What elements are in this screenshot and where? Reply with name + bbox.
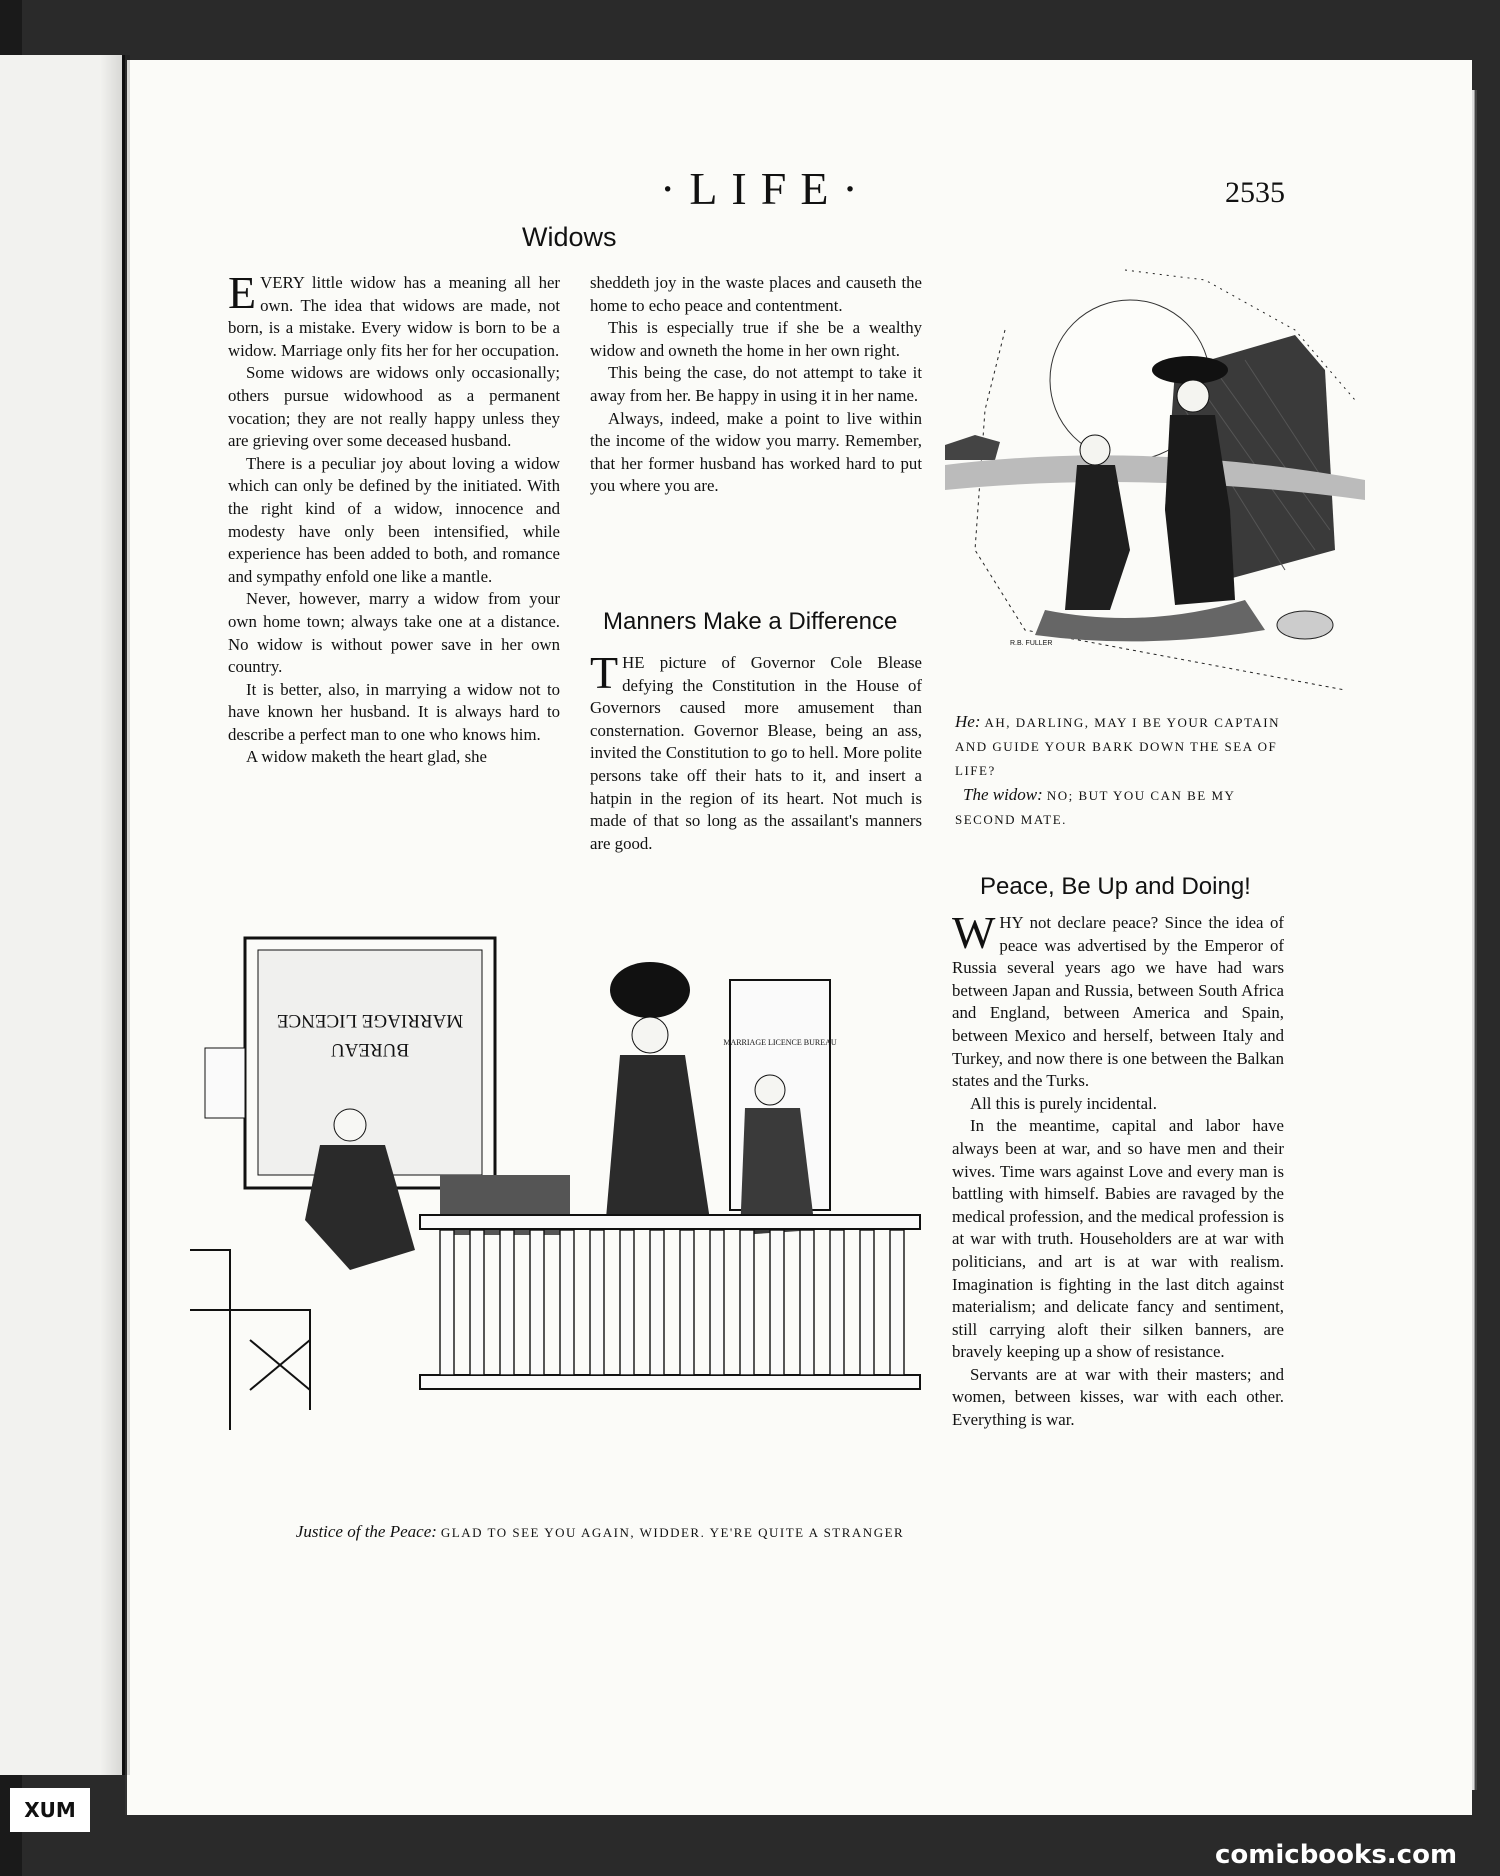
drop-cap: W — [952, 907, 996, 958]
paragraph: In the meantime, capital and labor have always been at war, and so have men and their wives. Time wars against Love and every man is battling with himself. Babies are ravaged by the medical profession, and the medical profession is at war with truth. Householders are at war with politicians, and art is at war with realism. Imagination is fighting in the last ditch against materialism; and delicate fancy and sentiment, still carrying aloft their silken banners, are bravely keeping up a show of resistance. — [952, 1116, 1284, 1362]
manners-column — [590, 647, 922, 855]
paragraph: THE picture of Governor Cole Blease defying the Constitution in the House of Governors caused more amusement than consternation. Governor Blease, being an ass, invited the Constitution to go to hell. More polite persons take off their hats to it, and insert a hatpin in the region of its heart. Not much is made of that so long as the assailant's manners are good. — [590, 647, 922, 853]
paragraph: sheddeth joy in the waste places and causeth the home to echo peace and contentment. — [590, 273, 922, 315]
paragraph: A widow maketh the heart glad, she — [246, 747, 487, 767]
gutter-shadow — [100, 55, 130, 1775]
site-watermark: comicbooks.com — [1215, 1840, 1458, 1870]
caption-speaker: He: — [955, 712, 981, 731]
top-cartoon-caption — [955, 710, 1285, 832]
widows-title: Widows — [522, 222, 617, 252]
drop-cap: T — [590, 647, 619, 698]
widows-column-1 — [228, 267, 560, 769]
masthead: ·LIFE· — [660, 163, 872, 214]
paragraph: This is especially true if she be a wealthy widow and owneth the home in her own right. — [590, 318, 922, 360]
manners-title: Manners Make a Difference — [603, 608, 898, 635]
widows-column-2 — [590, 272, 922, 498]
paragraph: There is a peculiar joy about loving a widow which can only be defined by the initiated. With the right kind of a widow, innocence and modesty have only been intensified, while experience has been added to both, and romance and sympathy enfold one like a mantle. — [228, 453, 560, 586]
bottom-cartoon-caption — [290, 1520, 910, 1545]
paragraph: It is better, also, in marrying a widow not to have known her husband. It is always hard to describe a perfect man to one who knows him. — [228, 679, 560, 744]
caption-line: GLAD TO SEE YOU AGAIN, WIDDER. YE'RE QUITE A STRANGER — [440, 1525, 905, 1540]
caption-line: NO; BUT YOU CAN BE MY SECOND MATE. — [955, 788, 1235, 827]
door-lettering: MARRIAGE LICENCE BUREAU — [723, 1038, 837, 1047]
page-number: 2535 — [1225, 176, 1285, 209]
caption-speaker: Justice of the Peace: — [295, 1522, 437, 1541]
window-lettering: BUREAU — [330, 1039, 410, 1060]
paragraph: EVERY little widow has a meaning all her own. The idea that widows are made, not born, is a mistake. Every widow is born to be a widow. Marriage only fits her for her occupation. — [228, 267, 560, 360]
caption-line: AH, DARLING, MAY I BE YOUR CAPTAIN AND GUIDE YOUR BARK DOWN THE SEA OF LIFE? — [955, 715, 1281, 778]
caption-speaker: The widow: — [963, 785, 1043, 804]
paragraph: This being the case, do not attempt to take it away from her. Be happy in using it in her name. — [590, 363, 922, 405]
peace-title: Peace, Be Up and Doing! — [980, 873, 1251, 900]
paragraph: Never, however, marry a widow from your own home town; always take one at a distance. No widow is without power save in her own country. — [228, 589, 560, 677]
paragraph: WHY not declare peace? Since the idea of peace was advertised by the Emperor of Russia several years ago we have had wars between Japan and Russia, between South Africa and England, between America and Spain, between Mexico and herself, between Italy and Turkey, and now there is one between the Balkan states and the Turks. — [952, 907, 1284, 1091]
bottom-cartoon — [190, 930, 930, 1510]
paragraph: Servants are at war with their masters; and women, between kisses, war with each other. Everything is war. — [952, 1364, 1284, 1430]
drop-cap: E — [228, 267, 257, 318]
paragraph: All this is purely incidental. — [970, 1093, 1157, 1113]
window-lettering: MARRIAGE LICENCE — [276, 1010, 464, 1031]
paragraph: Some widows are widows only occasionally; others pursue widowhood as a permanent vocation; they are not really happy unless they are grieving over some deceased husband. — [228, 363, 560, 451]
scan-tag: XUM — [10, 1788, 90, 1832]
peace-column — [952, 907, 1284, 1432]
top-cartoon — [945, 250, 1365, 690]
paragraph: Always, indeed, make a point to live within the income of the widow you marry. Remember, that her former husband has worked hard to put you where you are. — [590, 408, 922, 496]
artist-signature: R.B. FULLER — [1010, 640, 1053, 647]
